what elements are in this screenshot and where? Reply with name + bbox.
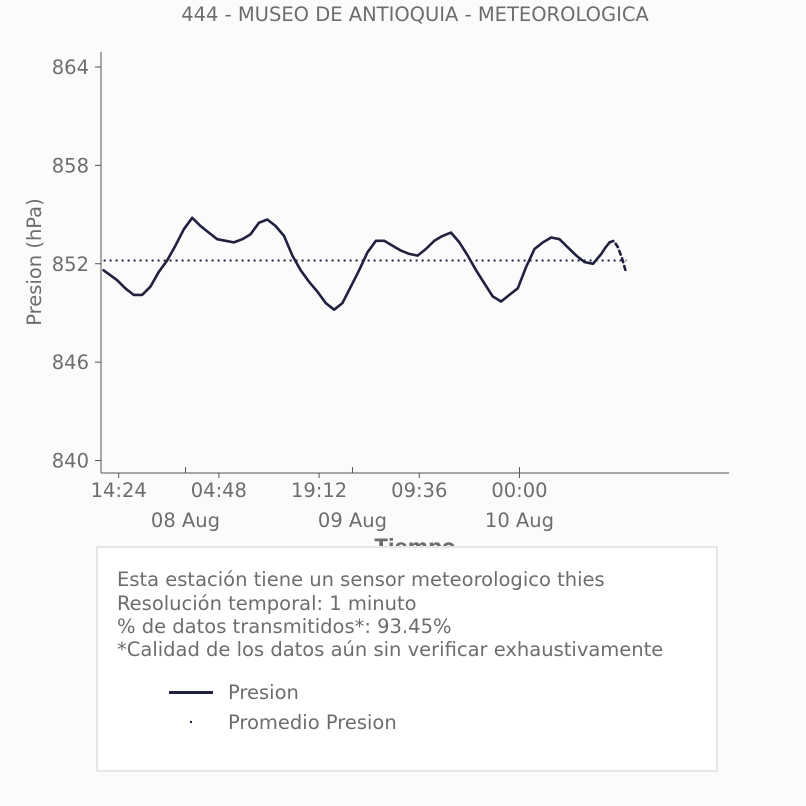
- legend-solid-line-swatch: [169, 691, 213, 694]
- y-tick-label: 864: [51, 56, 89, 79]
- y-tick-label: 858: [51, 154, 89, 178]
- series-line-presion-gap: [610, 241, 627, 274]
- legend-label-presion: Presion: [228, 681, 299, 704]
- x-tick-label: 14:24: [90, 479, 147, 502]
- y-tick-label: 846: [51, 351, 89, 375]
- x-tick-label: 00:00: [491, 479, 548, 502]
- date-tick-label: 08 Aug: [150, 509, 221, 532]
- legend-dotted-swatch: [190, 721, 192, 723]
- station-sensor-text: Esta estación tiene un sensor meteorologico thies: [117, 568, 605, 591]
- data-transmitted-text: % de datos transmitidos*: 93.45%: [117, 615, 452, 638]
- temporal-resolution-text: Resolución temporal: 1 minuto: [117, 592, 417, 615]
- legend-label-promedio: Promedio Presion: [228, 711, 397, 734]
- y-axis-label: Presion (hPa): [23, 198, 46, 326]
- info-legend-panel: [96, 546, 718, 772]
- y-tick-label: 852: [51, 252, 89, 276]
- x-tick-label: 04:48: [190, 479, 247, 502]
- y-tick-label: 840: [51, 449, 89, 473]
- x-tick-label: 19:12: [290, 479, 348, 502]
- x-tick-label: 09:36: [391, 479, 448, 502]
- series-line-presion: [104, 218, 610, 310]
- chart-title: 444 - MUSEO DE ANTIOQUIA - METEOROLOGICA: [181, 3, 649, 26]
- data-quality-note: *Calidad de los datos aún sin verificar exhaustivamente: [117, 638, 664, 661]
- date-tick-label: 10 Aug: [484, 509, 555, 532]
- date-tick-label: 09 Aug: [317, 509, 388, 532]
